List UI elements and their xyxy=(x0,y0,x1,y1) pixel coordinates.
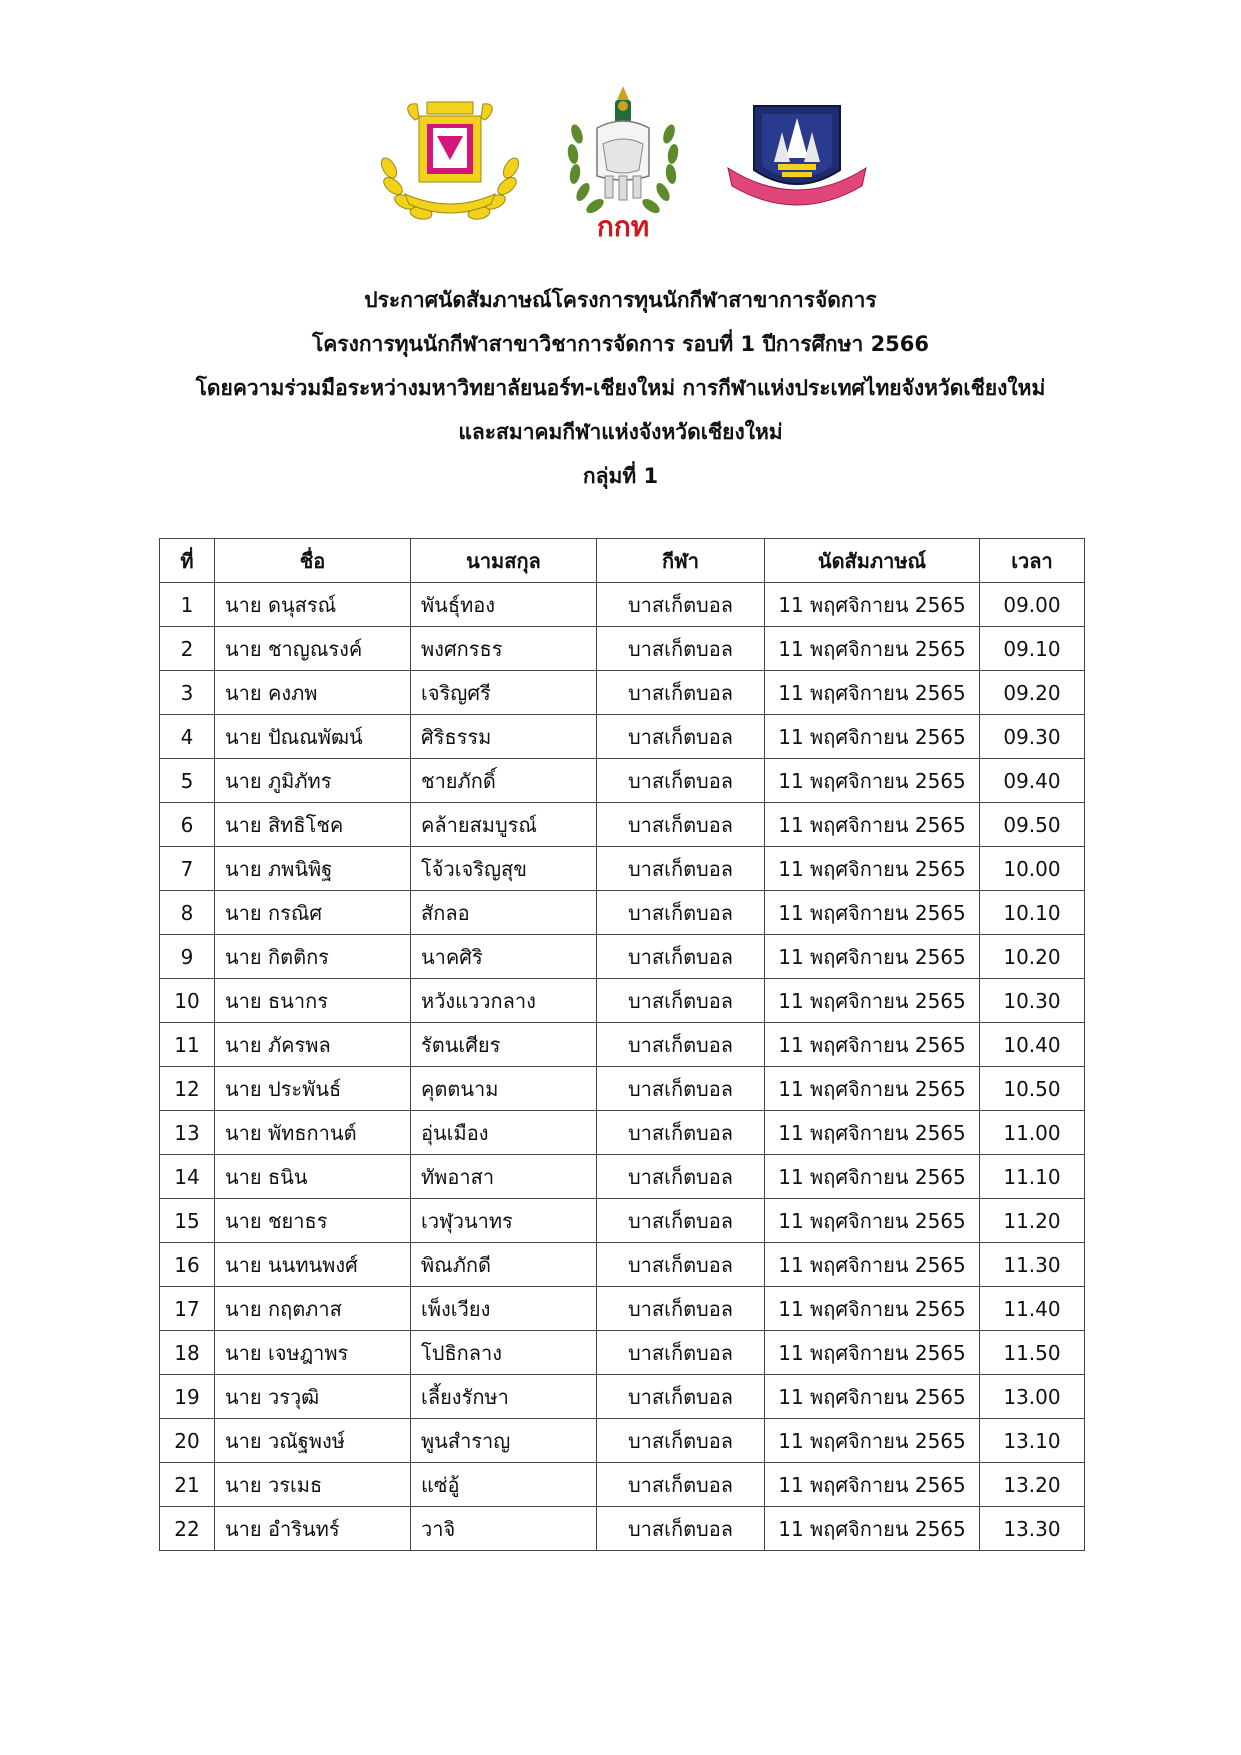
interview-date-cell: 11 พฤศจิกายน 2565 xyxy=(765,1243,980,1287)
interview-time-cell: 11.20 xyxy=(980,1199,1085,1243)
sport-cell: บาสเก็ตบอล xyxy=(597,935,765,979)
table-row xyxy=(160,715,1085,759)
sport-cell: บาสเก็ตบอล xyxy=(597,1331,765,1375)
interview-date-cell: 11 พฤศจิกายน 2565 xyxy=(765,935,980,979)
row-number-cell: 6 xyxy=(160,803,215,847)
interview-time-cell: 09.10 xyxy=(980,627,1085,671)
first-name-cell: นาย สิทธิโชค xyxy=(215,803,411,847)
interview-time-cell: 09.30 xyxy=(980,715,1085,759)
sport-cell: บาสเก็ตบอล xyxy=(597,583,765,627)
first-name-cell: นาย วรวุฒิ xyxy=(215,1375,411,1419)
interview-date-cell: 11 พฤศจิกายน 2565 xyxy=(765,1419,980,1463)
sport-cell: บาสเก็ตบอล xyxy=(597,1023,765,1067)
interview-date-cell: 11 พฤศจิกายน 2565 xyxy=(765,627,980,671)
sports-authority-emblem-icon xyxy=(563,84,683,242)
surname-cell: นาคศิริ xyxy=(411,935,597,979)
interview-time-cell: 09.00 xyxy=(980,583,1085,627)
table-row xyxy=(160,1243,1085,1287)
header-surname: นามสกุล xyxy=(411,539,597,583)
table-row xyxy=(160,979,1085,1023)
announcement-heading xyxy=(100,278,1141,498)
table-row xyxy=(160,627,1085,671)
first-name-cell: นาย ดนุสรณ์ xyxy=(215,583,411,627)
interview-date-cell: 11 พฤศจิกายน 2565 xyxy=(765,1287,980,1331)
interview-date-cell: 11 พฤศจิกายน 2565 xyxy=(765,1375,980,1419)
header-logos xyxy=(0,84,1241,249)
header-name: ชื่อ xyxy=(215,539,411,583)
heading-line-2: โครงการทุนนักกีฬาสาขาวิชาการจัดการ รอบที่ 1 ปีการศึกษา 2566 xyxy=(311,332,930,356)
table-row xyxy=(160,1375,1085,1419)
header-interview-date: นัดสัมภาษณ์ xyxy=(765,539,980,583)
interview-date-cell: 11 พฤศจิกายน 2565 xyxy=(765,1023,980,1067)
first-name-cell: นาย กรณิศ xyxy=(215,891,411,935)
surname-cell: เพ็งเวียง xyxy=(411,1287,597,1331)
row-number-cell: 5 xyxy=(160,759,215,803)
sport-cell: บาสเก็ตบอล xyxy=(597,1199,765,1243)
interview-date-cell: 11 พฤศจิกายน 2565 xyxy=(765,979,980,1023)
table-row xyxy=(160,1419,1085,1463)
table-row xyxy=(160,671,1085,715)
sport-cell: บาสเก็ตบอล xyxy=(597,1287,765,1331)
table-row xyxy=(160,1331,1085,1375)
sport-cell: บาสเก็ตบอล xyxy=(597,627,765,671)
heading-line-1: ประกาศนัดสัมภาษณ์โครงการทุนนักกีฬาสาขาการจัดการ xyxy=(364,288,877,312)
interview-time-cell: 11.10 xyxy=(980,1155,1085,1199)
table-row xyxy=(160,759,1085,803)
table-row xyxy=(160,1111,1085,1155)
interview-time-cell: 10.20 xyxy=(980,935,1085,979)
interview-date-cell: 11 พฤศจิกายน 2565 xyxy=(765,1155,980,1199)
table-row xyxy=(160,1067,1085,1111)
first-name-cell: นาย ธนิน xyxy=(215,1155,411,1199)
interview-time-cell: 10.30 xyxy=(980,979,1085,1023)
provincial-sports-association-emblem-icon xyxy=(722,100,872,220)
table-row xyxy=(160,1463,1085,1507)
surname-cell: พิณภักดี xyxy=(411,1243,597,1287)
interview-date-cell: 11 พฤศจิกายน 2565 xyxy=(765,715,980,759)
interview-time-cell: 10.50 xyxy=(980,1067,1085,1111)
sport-cell: บาสเก็ตบอล xyxy=(597,671,765,715)
interview-time-cell: 13.10 xyxy=(980,1419,1085,1463)
first-name-cell: นาย ภูมิภัทร xyxy=(215,759,411,803)
surname-cell: อุ่นเมือง xyxy=(411,1111,597,1155)
interview-date-cell: 11 พฤศจิกายน 2565 xyxy=(765,671,980,715)
table-body xyxy=(160,583,1085,1551)
interview-time-cell: 13.20 xyxy=(980,1463,1085,1507)
sport-cell: บาสเก็ตบอล xyxy=(597,1463,765,1507)
first-name-cell: นาย กฤตภาส xyxy=(215,1287,411,1331)
first-name-cell: นาย พัทธกานต์ xyxy=(215,1111,411,1155)
surname-cell: หวังแววกลาง xyxy=(411,979,597,1023)
interview-time-cell: 09.50 xyxy=(980,803,1085,847)
row-number-cell: 19 xyxy=(160,1375,215,1419)
first-name-cell: นาย วณัฐพงษ์ xyxy=(215,1419,411,1463)
sport-cell: บาสเก็ตบอล xyxy=(597,1111,765,1155)
sport-cell: บาสเก็ตบอล xyxy=(597,1375,765,1419)
interview-time-cell: 13.30 xyxy=(980,1507,1085,1551)
first-name-cell: นาย วรเมธ xyxy=(215,1463,411,1507)
group-label: กลุ่มที่ 1 xyxy=(582,464,659,488)
interview-time-cell: 09.20 xyxy=(980,671,1085,715)
heading-line-4: และสมาคมกีฬาแห่งจังหวัดเชียงใหม่ xyxy=(458,420,783,444)
table-row xyxy=(160,935,1085,979)
interview-time-cell: 10.10 xyxy=(980,891,1085,935)
first-name-cell: นาย ปัณณพัฒน์ xyxy=(215,715,411,759)
header-time: เวลา xyxy=(980,539,1085,583)
surname-cell: พูนสำราญ xyxy=(411,1419,597,1463)
sport-cell: บาสเก็ตบอล xyxy=(597,1067,765,1111)
first-name-cell: นาย ภพนิพิฐ xyxy=(215,847,411,891)
interview-date-cell: 11 พฤศจิกายน 2565 xyxy=(765,891,980,935)
row-number-cell: 12 xyxy=(160,1067,215,1111)
interview-date-cell: 11 พฤศจิกายน 2565 xyxy=(765,1507,980,1551)
sport-cell: บาสเก็ตบอล xyxy=(597,715,765,759)
surname-cell: วาจิ xyxy=(411,1507,597,1551)
row-number-cell: 1 xyxy=(160,583,215,627)
table-row xyxy=(160,803,1085,847)
interview-date-cell: 11 พฤศจิกายน 2565 xyxy=(765,847,980,891)
table-header-row xyxy=(160,539,1085,583)
interview-time-cell: 11.40 xyxy=(980,1287,1085,1331)
table-row xyxy=(160,891,1085,935)
sport-cell: บาสเก็ตบอล xyxy=(597,1507,765,1551)
surname-cell: ศิริธรรม xyxy=(411,715,597,759)
row-number-cell: 22 xyxy=(160,1507,215,1551)
emblem-caption: กกท xyxy=(596,210,650,242)
interview-time-cell: 10.40 xyxy=(980,1023,1085,1067)
table-row xyxy=(160,1199,1085,1243)
interview-schedule-table xyxy=(159,538,1085,1551)
first-name-cell: นาย ภัครพล xyxy=(215,1023,411,1067)
first-name-cell: นาย เจษฎาพร xyxy=(215,1331,411,1375)
row-number-cell: 14 xyxy=(160,1155,215,1199)
surname-cell: เลี้ยงรักษา xyxy=(411,1375,597,1419)
row-number-cell: 17 xyxy=(160,1287,215,1331)
sport-cell: บาสเก็ตบอล xyxy=(597,1243,765,1287)
sport-cell: บาสเก็ตบอล xyxy=(597,1419,765,1463)
first-name-cell: นาย กิตติกร xyxy=(215,935,411,979)
sport-cell: บาสเก็ตบอล xyxy=(597,759,765,803)
surname-cell: รัตนเศียร xyxy=(411,1023,597,1067)
interview-date-cell: 11 พฤศจิกายน 2565 xyxy=(765,1111,980,1155)
interview-time-cell: 11.00 xyxy=(980,1111,1085,1155)
table-row xyxy=(160,1155,1085,1199)
table-row xyxy=(160,1287,1085,1331)
surname-cell: พงศกรธร xyxy=(411,627,597,671)
row-number-cell: 7 xyxy=(160,847,215,891)
interview-time-cell: 13.00 xyxy=(980,1375,1085,1419)
heading-line-3: โดยความร่วมมือระหว่างมหาวิทยาลัยนอร์ท-เชียงใหม่ การกีฬาแห่งประเทศไทยจังหวัดเชียงใหม่ xyxy=(195,376,1046,400)
surname-cell: คล้ายสมบูรณ์ xyxy=(411,803,597,847)
table-row xyxy=(160,583,1085,627)
surname-cell: เวฬุวนาทร xyxy=(411,1199,597,1243)
row-number-cell: 16 xyxy=(160,1243,215,1287)
surname-cell: ชายภักดิ์ xyxy=(411,759,597,803)
sport-cell: บาสเก็ตบอล xyxy=(597,979,765,1023)
interview-time-cell: 10.00 xyxy=(980,847,1085,891)
surname-cell: โจ้วเจริญสุข xyxy=(411,847,597,891)
interview-date-cell: 11 พฤศจิกายน 2565 xyxy=(765,1199,980,1243)
first-name-cell: นาย ธนากร xyxy=(215,979,411,1023)
interview-date-cell: 11 พฤศจิกายน 2565 xyxy=(765,1067,980,1111)
surname-cell: เจริญศรี xyxy=(411,671,597,715)
sport-cell: บาสเก็ตบอล xyxy=(597,847,765,891)
surname-cell: แซ่อู้ xyxy=(411,1463,597,1507)
header-sport: กีฬา xyxy=(597,539,765,583)
first-name-cell: นาย คงภพ xyxy=(215,671,411,715)
row-number-cell: 4 xyxy=(160,715,215,759)
row-number-cell: 18 xyxy=(160,1331,215,1375)
interview-date-cell: 11 พฤศจิกายน 2565 xyxy=(765,583,980,627)
first-name-cell: นาย นนทนพงศ์ xyxy=(215,1243,411,1287)
table-row xyxy=(160,1023,1085,1067)
first-name-cell: นาย ชาญณรงค์ xyxy=(215,627,411,671)
surname-cell: ทัพอาสา xyxy=(411,1155,597,1199)
sport-cell: บาสเก็ตบอล xyxy=(597,803,765,847)
row-number-cell: 8 xyxy=(160,891,215,935)
surname-cell: คุตตนาม xyxy=(411,1067,597,1111)
interview-date-cell: 11 พฤศจิกายน 2565 xyxy=(765,1331,980,1375)
header-no: ที่ xyxy=(160,539,215,583)
interview-date-cell: 11 พฤศจิกายน 2565 xyxy=(765,803,980,847)
row-number-cell: 21 xyxy=(160,1463,215,1507)
interview-date-cell: 11 พฤศจิกายน 2565 xyxy=(765,1463,980,1507)
row-number-cell: 11 xyxy=(160,1023,215,1067)
first-name-cell: นาย ชยาธร xyxy=(215,1199,411,1243)
row-number-cell: 3 xyxy=(160,671,215,715)
interview-time-cell: 11.50 xyxy=(980,1331,1085,1375)
row-number-cell: 9 xyxy=(160,935,215,979)
table-row xyxy=(160,847,1085,891)
sport-cell: บาสเก็ตบอล xyxy=(597,1155,765,1199)
university-crest-icon xyxy=(375,98,525,228)
table-row xyxy=(160,1507,1085,1551)
first-name-cell: นาย ประพันธ์ xyxy=(215,1067,411,1111)
row-number-cell: 15 xyxy=(160,1199,215,1243)
surname-cell: พันธุ์ทอง xyxy=(411,583,597,627)
surname-cell: สักลอ xyxy=(411,891,597,935)
surname-cell: โปธิกลาง xyxy=(411,1331,597,1375)
row-number-cell: 13 xyxy=(160,1111,215,1155)
sport-cell: บาสเก็ตบอล xyxy=(597,891,765,935)
interview-date-cell: 11 พฤศจิกายน 2565 xyxy=(765,759,980,803)
first-name-cell: นาย อำรินทร์ xyxy=(215,1507,411,1551)
interview-time-cell: 09.40 xyxy=(980,759,1085,803)
row-number-cell: 2 xyxy=(160,627,215,671)
row-number-cell: 10 xyxy=(160,979,215,1023)
interview-time-cell: 11.30 xyxy=(980,1243,1085,1287)
row-number-cell: 20 xyxy=(160,1419,215,1463)
